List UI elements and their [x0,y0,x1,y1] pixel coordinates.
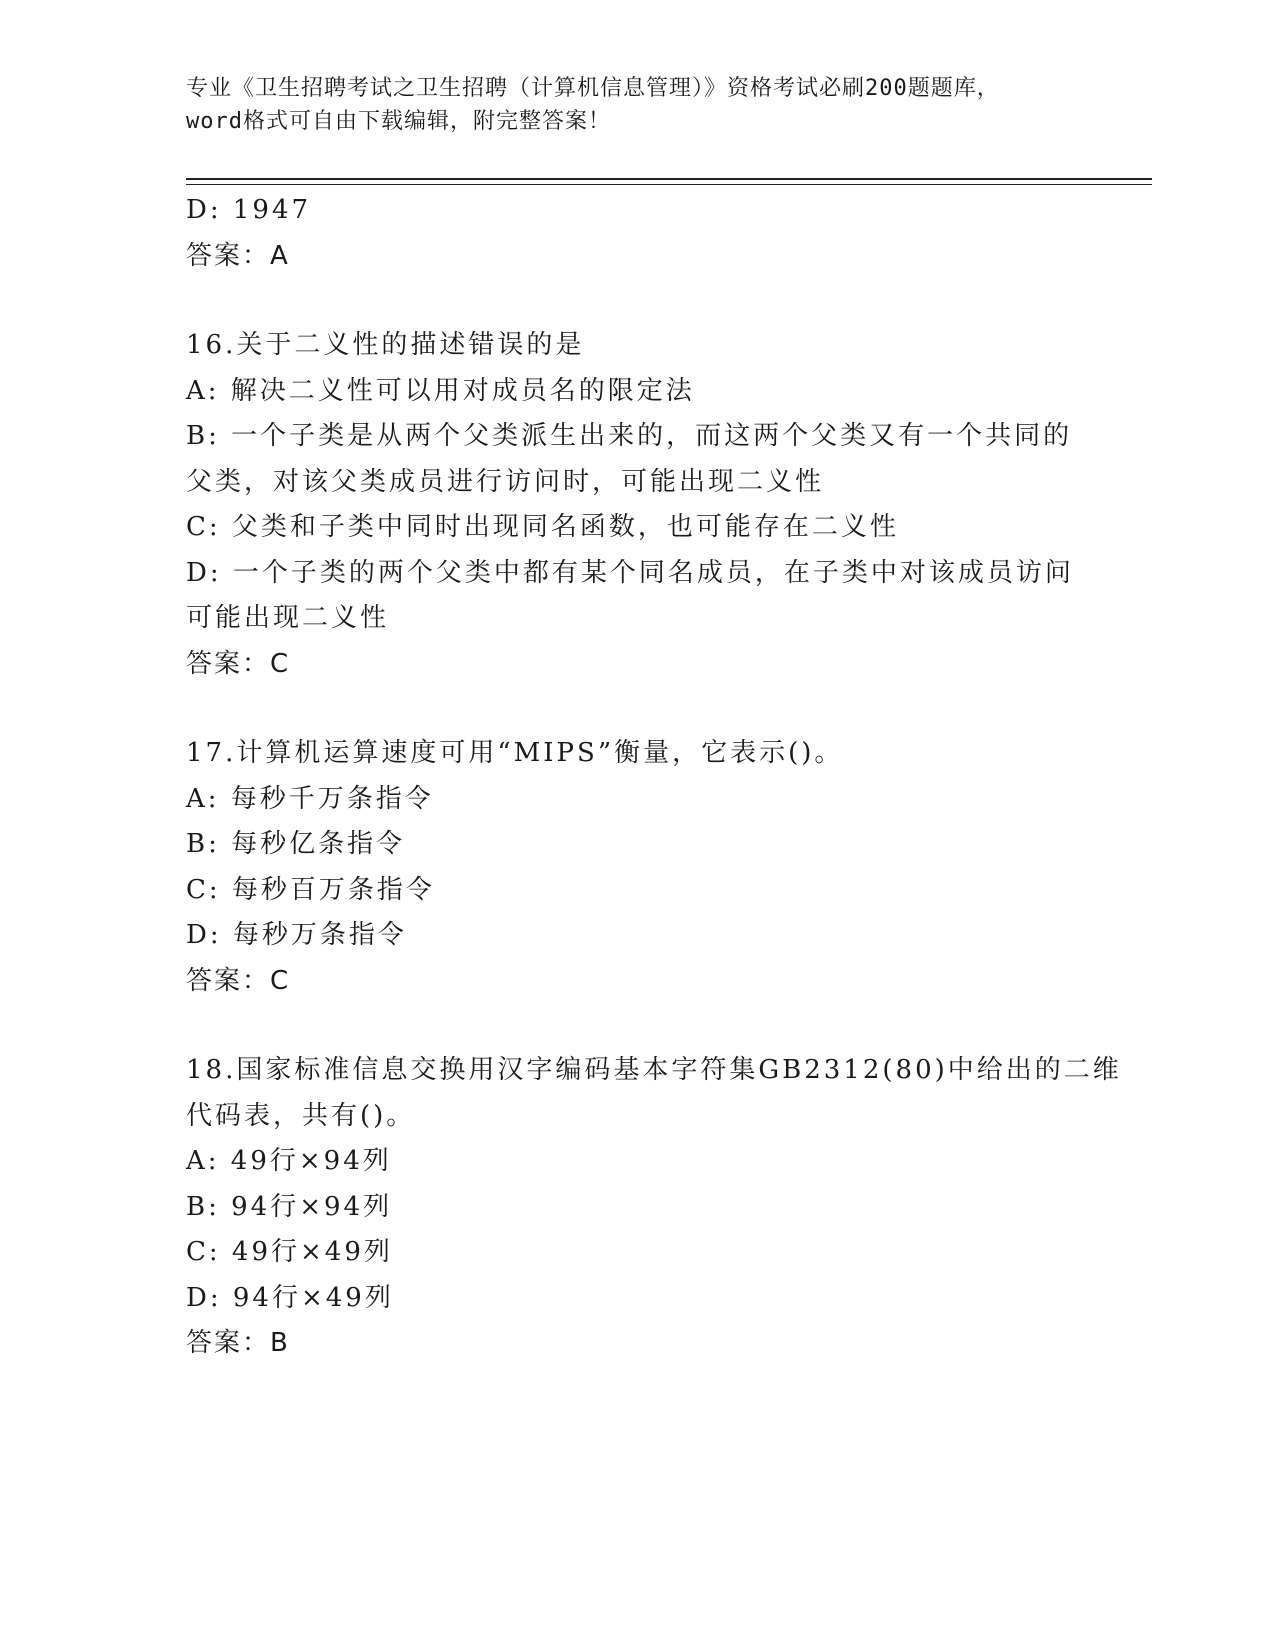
question-line: B: 每秒亿条指令 [186,829,406,859]
question-18 [186,1048,1122,1367]
spacer [186,279,1086,323]
header-divider-thin [186,184,1152,185]
answer-line: 答案：C [186,965,291,996]
question-16 [186,323,1086,687]
answer-line: 答案：A [186,240,290,271]
question-line: A: 解决二义性可以用对成员名的限定法 [186,375,695,406]
question-15-fragment [186,188,1086,279]
question-title: 18.国家标准信息交换用汉字编码基本字符集GB2312(80)中给出的二维 [186,1055,1122,1085]
question-line: D: 一个子类的两个父类中都有某个同名成员，在子类中对该成员访问 [186,557,1074,588]
question-line: 父类，对该父类成员进行访问时，可能出现二义性 [186,466,825,497]
question-line: C: 每秒百万条指令 [186,874,435,905]
question-line: A: 每秒千万条指令 [186,783,434,814]
question-line: D: 94行×49列 [186,1282,394,1313]
spacer [186,1004,1086,1048]
question-17 [186,731,1086,1004]
question-line: B: 94行×94列 [186,1191,393,1222]
answer-line: 答案：B [186,1328,290,1358]
document-body [186,188,1122,1367]
header-divider-thick [186,178,1152,180]
question-line: D: 每秒万条指令 [186,920,407,950]
question-title: 17.计算机运算速度可用“MIPS”衡量，它表示()。 [186,738,844,768]
header-line-1: 专业《卫生招聘考试之卫生招聘（计算机信息管理）》资格考试必刷200题题库， [186,76,1000,101]
question-line: 可能出现二义性 [186,603,390,633]
option-d: D: 1947 [186,195,312,225]
question-line: C: 父类和子类中同时出现同名函数，也可能存在二义性 [186,512,899,542]
page-header [186,72,1086,138]
question-line: A: 49行×94列 [186,1146,392,1176]
question-line: 代码表，共有()。 [186,1100,416,1131]
question-line: C: 49行×49列 [186,1237,393,1267]
question-title: 16.关于二义性的描述错误的是 [186,330,585,360]
question-line: B: 一个子类是从两个父类派生出来的，而这两个父类又有一个共同的 [186,421,1073,451]
answer-line: 答案：C [186,648,291,679]
spacer [186,687,1086,731]
header-line-2: word格式可自由下载编辑，附完整答案！ [186,109,611,134]
